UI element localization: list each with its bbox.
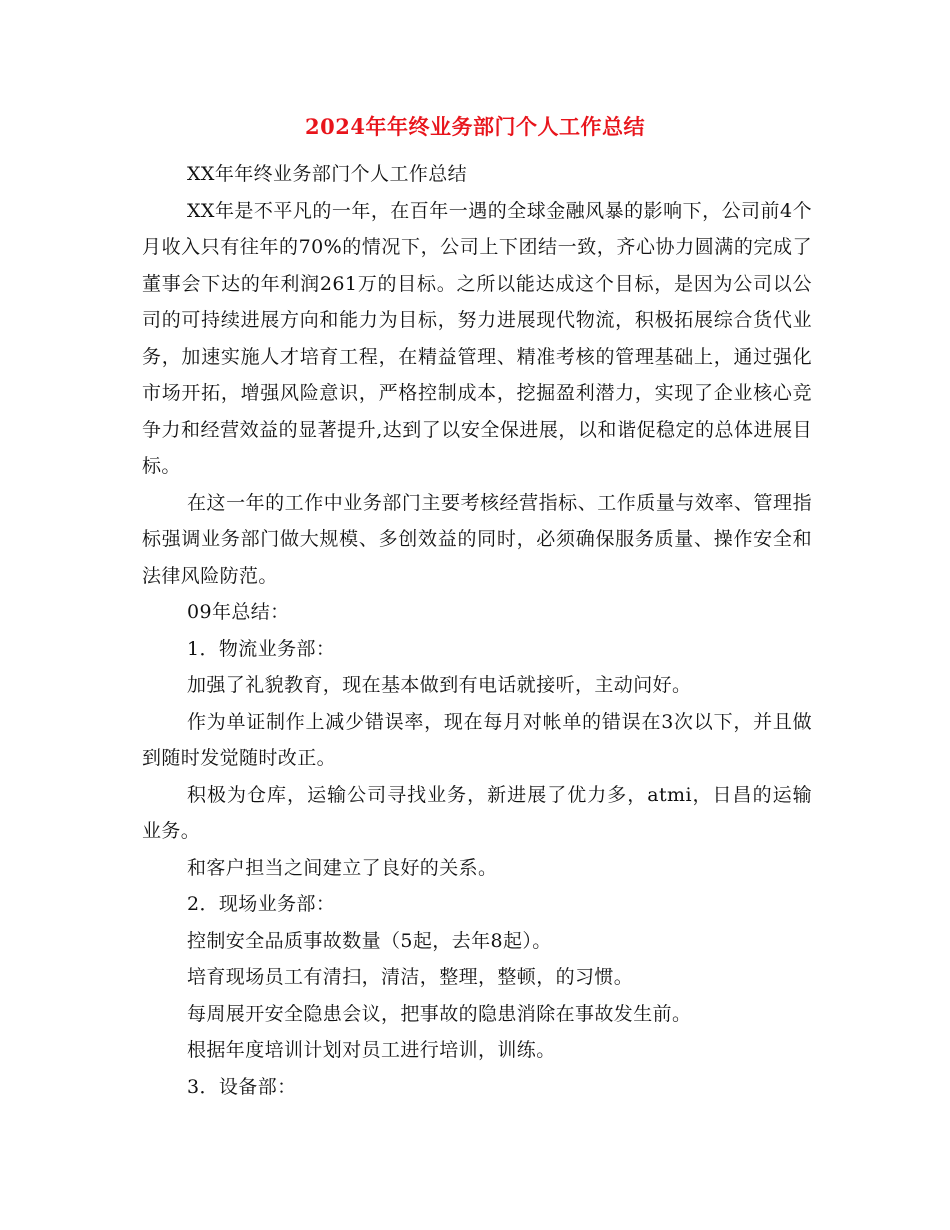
list-item: 加强了礼貌教育，现在基本做到有电话就接听，主动问好。 [187,674,692,696]
summary-heading: 09年总结： [187,601,290,623]
assessment-paragraph: 在这一年的工作中业务部门主要考核经营指标、工作质量与效率、管理指标强调业务部门做大规模、多创效益的同时，必须确保服务质量、操作安全和法律风险防范。 [142,491,812,587]
section-heading-logistics: 1．物流业务部： [187,637,336,660]
list-item: 作为单证制作上减少错误率，现在每月对帐单的错误在3次以下，并且做到随时发觉随时改正。 [142,710,812,769]
section-heading-onsite: 2．现场业务部： [187,893,336,915]
document-title: 2024年年终业务部门个人工作总结 [305,114,645,139]
document-body [142,156,812,1105]
list-item: 控制安全品质事故数量（5起，去年8起）。 [187,929,552,952]
list-item: 每周展开安全隐患会议，把事故的隐患消除在事故发生前。 [187,1002,692,1025]
list-item: 根据年度培训计划对员工进行培训，训练。 [187,1039,556,1061]
list-item: 培育现场员工有清扫，清洁，整理，整顿，的习惯。 [187,966,634,988]
list-item: 积极为仓库，运输公司寻找业务，新进展了优力多，atmi，日昌的运输业务。 [142,783,812,842]
subtitle-paragraph: XX年年终业务部门个人工作总结 [187,163,468,185]
intro-paragraph: XX年是不平凡的一年，在百年一遇的全球金融风暴的影响下，公司前4个月收入只有往年的70%的情况下，公司上下团结一致，齐心协力圆满的完成了董事会下达的年利润261万的目标。之所以能达成这个目标，是因为公司以公司的可持续进展方向和能力为目标，努力进展现代物流，积极拓展综合货代业务，加速实施人才培育工程，在精益管理、精准考核的管理基础上，通过强化市场开拓，增强风险意识，严格控制成本，挖掘盈利潜力，实现了企业核心竞争力和经营效益的显著提升,达到了以安全保进展，以和谐促稳定的总体进展目标。 [142,199,812,477]
section-heading-equipment: 3．设备部： [187,1075,297,1098]
list-item: 和客户担当之间建立了良好的关系。 [187,856,498,879]
